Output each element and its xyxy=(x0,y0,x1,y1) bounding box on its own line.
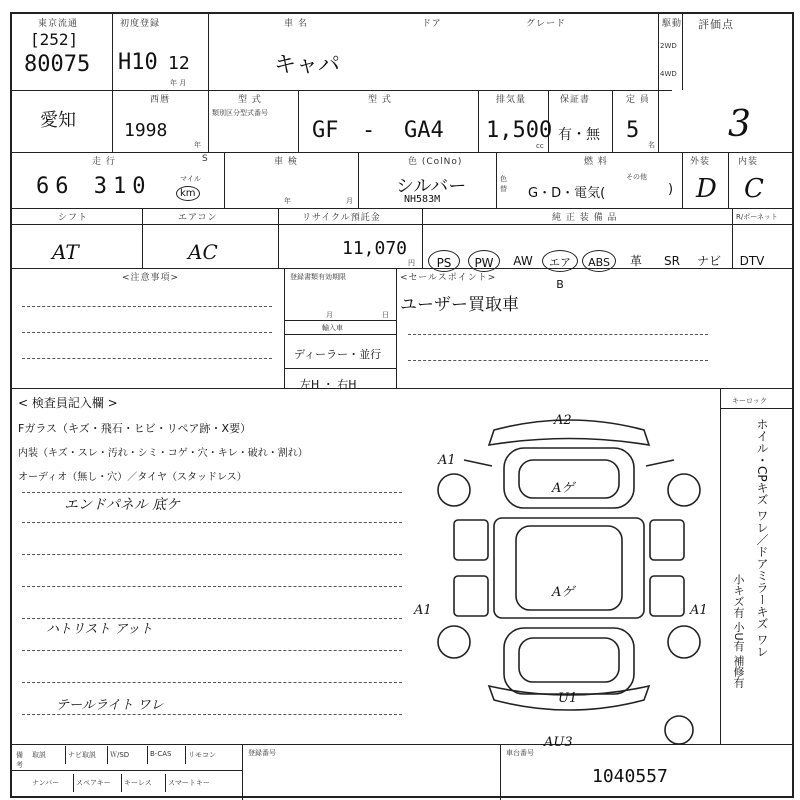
first-reg-month: 12 xyxy=(168,53,190,74)
type-dash: - xyxy=(362,118,376,143)
footer-cell: スペアキー xyxy=(74,774,122,792)
paint-label: 色替 xyxy=(500,175,507,193)
inspector-title: < 検査員記入欄 > xyxy=(18,396,118,410)
footer-cells-bottom xyxy=(30,774,218,792)
options-label: R/ポーネット xyxy=(736,213,778,221)
interior-label: 内装 xyxy=(738,157,759,167)
mileage-unit: km xyxy=(176,186,200,201)
model-year: 1998 xyxy=(124,120,168,141)
equip-dtv: DTV xyxy=(739,254,765,268)
equip-leather: 革 xyxy=(629,254,642,268)
interior-grade: C xyxy=(744,174,764,204)
warranty-label: 保証書 xyxy=(560,95,591,105)
damage-mark-hood: Aゲ xyxy=(552,481,575,496)
equipment-label: 純 正 装 備 品 xyxy=(552,213,618,223)
equip-abs: ABS xyxy=(582,250,616,272)
damage-mark-rear-bumper: AU3 xyxy=(544,735,573,750)
footer-cell: リモコン xyxy=(188,751,216,759)
reg-month-unit: 月 xyxy=(326,311,333,319)
ac-label: エアコン xyxy=(178,213,218,223)
caution-label: <注意事項> xyxy=(122,273,180,283)
exterior-label: 外装 xyxy=(690,157,711,167)
displacement-label: 排気量 xyxy=(496,95,527,105)
type-code: GA4 xyxy=(404,118,444,143)
year-unit: 年 xyxy=(194,141,201,149)
fuel-other: その他 xyxy=(626,173,647,181)
damage-mark-right: A1 xyxy=(690,603,708,618)
score-label: 評価点 xyxy=(698,18,734,31)
venue-label: 東京流通 xyxy=(38,19,79,29)
equip-airbag: エアB xyxy=(542,250,578,272)
door-label: ドア xyxy=(422,19,442,29)
steering-side: 左H ・ 右H xyxy=(300,378,357,391)
keyless-label: キーロック xyxy=(732,397,767,405)
car-name-label: 車 名 xyxy=(284,19,308,29)
lot-number: 80075 xyxy=(24,52,91,77)
chassis-label: 車台番号 xyxy=(506,749,534,757)
equip-pw: PW xyxy=(468,250,500,272)
s-label: S xyxy=(202,154,209,164)
recycle-label: リサイクル預託金 xyxy=(302,213,381,223)
warranty: 有・無 xyxy=(558,127,600,143)
year-month-label: 年 月 xyxy=(170,79,187,87)
inspector-line-glass: Fガラス（キズ・飛石・ヒビ・リペア跡・X要） xyxy=(18,422,252,435)
footer-cell: B-CAS xyxy=(148,746,186,764)
inspector-line-interior: 内装（キズ・スレ・汚れ・シミ・コゲ・穴・キレ・破れ・割れ） xyxy=(18,448,308,459)
inspector-line-audio: オーディオ（無し・穴）／タイヤ（スタッドレス） xyxy=(18,472,247,483)
footer-cell: スマートキー xyxy=(168,779,210,787)
drive-2wd: 2WD xyxy=(660,42,677,50)
footer-cell: Ｗ/SD xyxy=(108,746,148,764)
score-value: 3 xyxy=(728,104,751,145)
footer-cell: 取説 xyxy=(30,746,66,764)
shift-value: AT xyxy=(52,240,79,264)
side-legend: ホイル・CPキズ ワレ／ドアミラーキズ ワレ xyxy=(755,418,769,658)
color-label: 色 (ColNo) xyxy=(408,157,463,167)
reg-doc-label: 登録書類有効期限 xyxy=(290,273,346,281)
reg-day-unit: 日 xyxy=(382,311,389,319)
capacity: 5 xyxy=(626,118,640,143)
equip-aw: AW xyxy=(513,254,533,268)
first-reg-era: H10 xyxy=(118,50,158,75)
exterior-grade: D xyxy=(696,174,717,204)
grade-label: グレード xyxy=(526,19,567,29)
shaken-month-unit: 月 xyxy=(346,197,353,205)
auction-sheet xyxy=(10,12,794,798)
footer-label: 備考 xyxy=(16,751,23,769)
handwritten-note-3: テールライト ワレ xyxy=(56,698,164,713)
person-unit: 名 xyxy=(648,141,655,149)
damage-mark-rear: U1 xyxy=(558,691,578,706)
damage-mark-roof: Aゲ xyxy=(552,585,575,600)
model-year-label: 西暦 xyxy=(150,95,171,105)
first-reg-label: 初度登録 xyxy=(120,19,161,29)
cc-unit: cc xyxy=(536,142,544,150)
ac-value: AC xyxy=(188,240,218,264)
mileage-alt-unit: マイル xyxy=(180,175,201,183)
capacity-label: 定 員 xyxy=(626,95,650,105)
recycle-fee: 11,070 xyxy=(342,238,408,259)
import-label: 輸入車 xyxy=(322,324,343,332)
shift-label: シフト xyxy=(58,213,89,223)
equip-sr: SR xyxy=(664,254,680,268)
damage-mark-left: A1 xyxy=(414,603,432,618)
drive-4wd: 4WD xyxy=(660,70,677,78)
fuel: G・D・電気( xyxy=(528,186,606,201)
dealer-parallel: ディーラー・並行 xyxy=(294,348,382,361)
footer-cell: ナンバー xyxy=(30,774,74,792)
fuel-close: ) xyxy=(668,182,674,197)
damage-mark-front: A2 xyxy=(554,413,572,428)
car-name: キャパ xyxy=(274,53,341,78)
side-legend-2: 小キズ有 小U有 補修有 xyxy=(732,574,745,689)
footer-cell: キーレス xyxy=(122,774,166,792)
approval-label: 型 式 xyxy=(238,95,262,105)
yen-unit: 円 xyxy=(408,259,415,267)
type-prefix: GF xyxy=(312,118,339,143)
handwritten-note-1: エンドパネル 底ケ xyxy=(64,497,181,513)
sales-point: ユーザー買取車 xyxy=(400,295,519,315)
fuel-label: 燃 料 xyxy=(584,157,608,167)
equip-navi: ナビ xyxy=(696,254,721,268)
chassis-number: 1040557 xyxy=(592,766,668,787)
sales-point-label: <セールスポイント> xyxy=(400,273,497,283)
reg-number-label: 登録番号 xyxy=(248,749,276,757)
lot-code: [252] xyxy=(30,30,79,49)
color-code: NH583M xyxy=(404,194,441,205)
footer-cell: ナビ取説 xyxy=(66,746,108,764)
car-damage-diagram xyxy=(414,400,714,750)
mileage: 66 310 xyxy=(36,174,152,199)
footer-cells-top xyxy=(30,746,224,764)
region: 愛知 xyxy=(40,110,76,131)
type-label: 型 式 xyxy=(368,95,392,105)
damage-mark-front-left: A1 xyxy=(438,453,456,468)
color: シルバー xyxy=(396,176,467,197)
shaken-year-unit: 年 xyxy=(284,197,291,205)
mileage-label: 走 行 xyxy=(92,157,116,167)
equip-ps: PS xyxy=(428,250,460,272)
shaken-label: 車 検 xyxy=(274,157,298,167)
approval-sub: 類別区分型式番号 xyxy=(212,109,268,117)
displacement: 1,500 xyxy=(486,118,553,143)
drive-label: 駆動 xyxy=(662,19,683,29)
handwritten-note-2: ハトリスト アット xyxy=(46,622,153,637)
